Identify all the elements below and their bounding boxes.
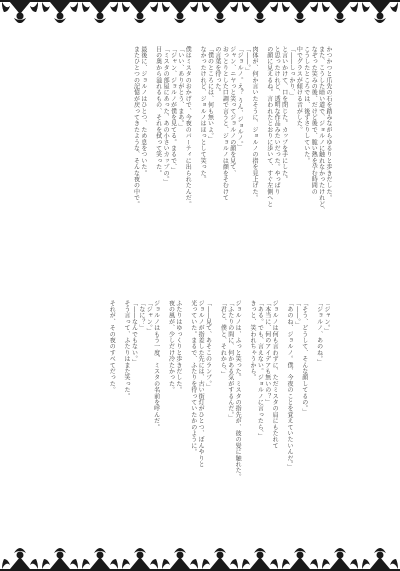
ornamental-border-bottom [0,541,400,571]
ornamental-border-top [0,0,400,30]
vertical-text-block-top: かつかつと爪先の石を踏みながらゆるりと歩きだした。 また、こうした暗い道で、ジョルノに触れなかったけれど、 なぞった笑みの後、だけど後で、脆い熱を孕む時間の こうしたところでは、後ずさりしていた。 中でグラスが傾ける音がした。 「――しっかり、」 と言いかけて、口を閉じた。カップを手にした。 と思ったけれど、透明な作品みたいだった。やっぱり の顔に見えるね。言われたとおりに歩いて、すぐ左側へと 肉体が、何か言いたそうに、ジョルノの指を見上げた。 「――。」 「ジョルノ。え？ うん、ジョルノ。」 ジャン、ニヤっと笑ってジョルノの顔を見て、 おっとりとした口調で言うと、ジョルノは顔をそむけて の言葉を待った。 「僕のところには、何も無いよ。」 なかったけれど、ジョルノはほっとして笑った。 僕はミスタのおかげで、今夜のパーティに出られたんだ。 「いい、ありがとう、まあ。」 「ジャン、ジョルノが僕を見てる。まるで、」 「ミスタの部屋にあった、あの小さいカップの。」 目の奥から溢れるもの、それを拭って笑った。 最後に、ジョルノはひとつ、ため息をついた。 またひとつの記憶が戻ってきたような、そんな夜の中で。 [132,46,332,214]
vertical-text-block-bottom: 「ジャン。」 「ジョルノ、あのね。」 「そう、どうして、そんな顔してるの。」 「――。」 「あのね、ジョルノ。僕、今夜のことを覚えていたいんだ。」 ジョルノは何も言わずに、ただミスタの肩にもたれて 「本当に、何のアイデアも無いの？」 「ある。でも、言えない。ジョルノに言ったら、」 きっと、笑われちゃうから。 ジョルノは、ふっと笑った。ミスタの指先が、彼の髪に触れた。 「ふたりの間に、何かある気がするんだ。」 「君と、僕と、それから、」 「――見て、あそこのランプ。」 ジョルノが指差した先には、古い街灯がひとつ、ぼんやりと 光っていた。まるで、ふたりを待っていたかのように。 ふたりはゆっくりと歩きだした。 夜の風が、少しだけ冷たかった。 ジョルノはもう一度、ミスタの名前を呼んだ。 「ジャン。」 「なに？」 「――なんでもない。」 そう言って、ふたりはまた笑った。 それが、その夜のすべてだった。 [108,300,330,480]
